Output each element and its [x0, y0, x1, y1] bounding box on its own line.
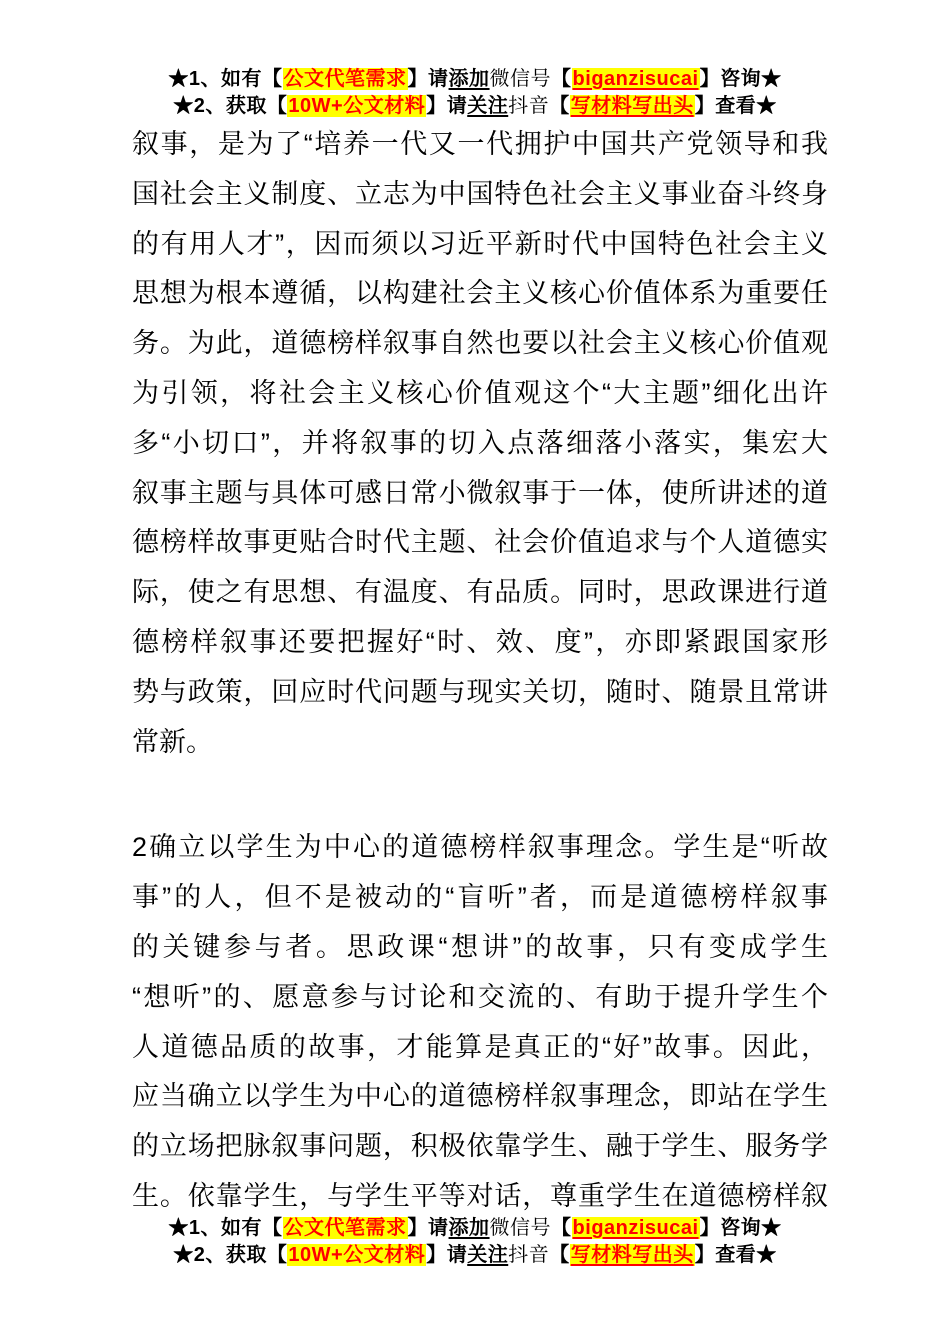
notice-prefix: ★2、获取	[173, 95, 267, 117]
text-line: 叙事主题与具体可感日常小微叙事于一体，使所讲述的道	[132, 477, 828, 508]
highlighted-keyword-service: 公文代笔需求	[283, 1217, 407, 1239]
underlined-word-add: 添加	[448, 1217, 490, 1239]
text-line: 常新。	[132, 726, 213, 757]
notice-suffix: 咨询★	[720, 1217, 782, 1239]
text-line: 国社会主义制度、立志为中国特色社会主义事业奋斗终身	[132, 178, 828, 209]
notice-prefix: ★2、获取	[173, 1244, 267, 1266]
bracket: 】	[699, 68, 721, 90]
underlined-word-add: 添加	[448, 68, 490, 90]
bracket: 【	[266, 1244, 288, 1266]
text-line: 的关键参与者。思政课“想讲”的故事，只有变成学生	[132, 931, 828, 962]
bracket: 】	[694, 1244, 716, 1266]
text-line: 2确立以学生为中心的道德榜样叙事理念。学生是“听故	[132, 832, 828, 863]
plain-text: 请	[428, 68, 449, 90]
highlighted-douyin-id: 写材料写出头	[570, 95, 694, 117]
text-line: 势与政策，回应时代问题与现实关切，随时、随景且常讲	[132, 676, 828, 707]
bracket: 【	[549, 1244, 570, 1266]
underlined-word-follow: 关注	[467, 1244, 509, 1266]
text-line: 思想为根本遵循，以构建社会主义核心价值体系为重要任	[132, 278, 828, 309]
notice-suffix: 查看★	[715, 95, 777, 117]
text-line: 叙事，是为了“培养一代又一代拥护中国共产党领导和我	[132, 129, 828, 159]
plain-text: 请	[428, 1217, 449, 1239]
text-line: “想听”的、愿意参与讨论和交流的、有助于提升学生个	[132, 981, 828, 1012]
bracket: 【	[262, 68, 283, 90]
underlined-word-follow: 关注	[467, 95, 509, 117]
text-line: 务。为此，道德榜样叙事自然也要以社会主义核心价值观	[132, 328, 828, 359]
wechat-label: 微信号	[489, 1217, 552, 1239]
text-line: 应当确立以学生为中心的道德榜样叙事理念，即站在学生	[132, 1081, 828, 1112]
highlighted-wechat-id: biganzisucai	[572, 1217, 699, 1239]
text-line: 际，使之有思想、有温度、有品质。同时，思政课进行道	[132, 577, 828, 608]
bracket: 【	[549, 95, 570, 117]
highlighted-douyin-id: 写材料写出头	[570, 1244, 694, 1266]
notice-line-1	[0, 1215, 950, 1242]
highlighted-wechat-id: biganzisucai	[572, 68, 699, 90]
plain-text: 请	[446, 1244, 468, 1266]
document-body	[132, 120, 828, 1222]
bracket: 【	[266, 95, 288, 117]
notice-bottom	[0, 1215, 950, 1269]
bracket: 】	[426, 1244, 447, 1266]
text-line: 生。依靠学生，与学生平等对话，尊重学生在道德榜样叙	[132, 1180, 828, 1211]
bracket: 】	[407, 1217, 429, 1239]
notice-prefix: ★1、如有	[168, 68, 263, 90]
text-line: 为引领，将社会主义核心价值观这个“大主题”细化出许	[132, 377, 828, 408]
bracket: 】	[426, 95, 447, 117]
text-line: 多“小切口”，并将叙事的切入点落细落小落实，集宏大	[132, 427, 828, 458]
highlighted-keyword-service: 公文代笔需求	[283, 68, 407, 90]
wechat-label: 微信号	[489, 68, 552, 90]
notice-line-2	[0, 1242, 950, 1269]
bracket: 【	[551, 1217, 572, 1239]
douyin-label: 抖音	[508, 1244, 550, 1266]
bracket: 【	[262, 1217, 283, 1239]
douyin-label: 抖音	[508, 95, 550, 117]
bracket: 】	[699, 1217, 721, 1239]
text-line: 事”的人，但不是被动的“盲听”者，而是道德榜样叙事	[132, 882, 828, 913]
notice-line-1	[0, 66, 950, 93]
text-line: 德榜样叙事还要把握好“时、效、度”，亦即紧跟国家形	[132, 626, 828, 657]
notice-suffix: 查看★	[715, 1244, 777, 1266]
highlighted-keyword-materials: 10W+公文材料	[288, 1244, 426, 1266]
notice-top	[0, 66, 950, 120]
text-line: 的有用人才”，因而须以习近平新时代中国特色社会主义	[132, 228, 828, 259]
notice-suffix: 咨询★	[720, 68, 782, 90]
paragraph-gap	[132, 767, 828, 823]
text-line: 德榜样故事更贴合时代主题、社会价值追求与个人道德实	[132, 527, 828, 558]
bracket: 】	[694, 95, 716, 117]
bracket: 【	[551, 68, 572, 90]
notice-line-2	[0, 93, 950, 120]
highlighted-keyword-materials: 10W+公文材料	[288, 95, 426, 117]
notice-prefix: ★1、如有	[168, 1217, 263, 1239]
text-line: 的立场把脉叙事问题，积极依靠学生、融于学生、服务学	[132, 1131, 828, 1162]
bracket: 】	[407, 68, 429, 90]
plain-text: 请	[446, 95, 468, 117]
text-line: 人道德品质的故事，才能算是真正的“好”故事。因此，	[132, 1031, 828, 1062]
